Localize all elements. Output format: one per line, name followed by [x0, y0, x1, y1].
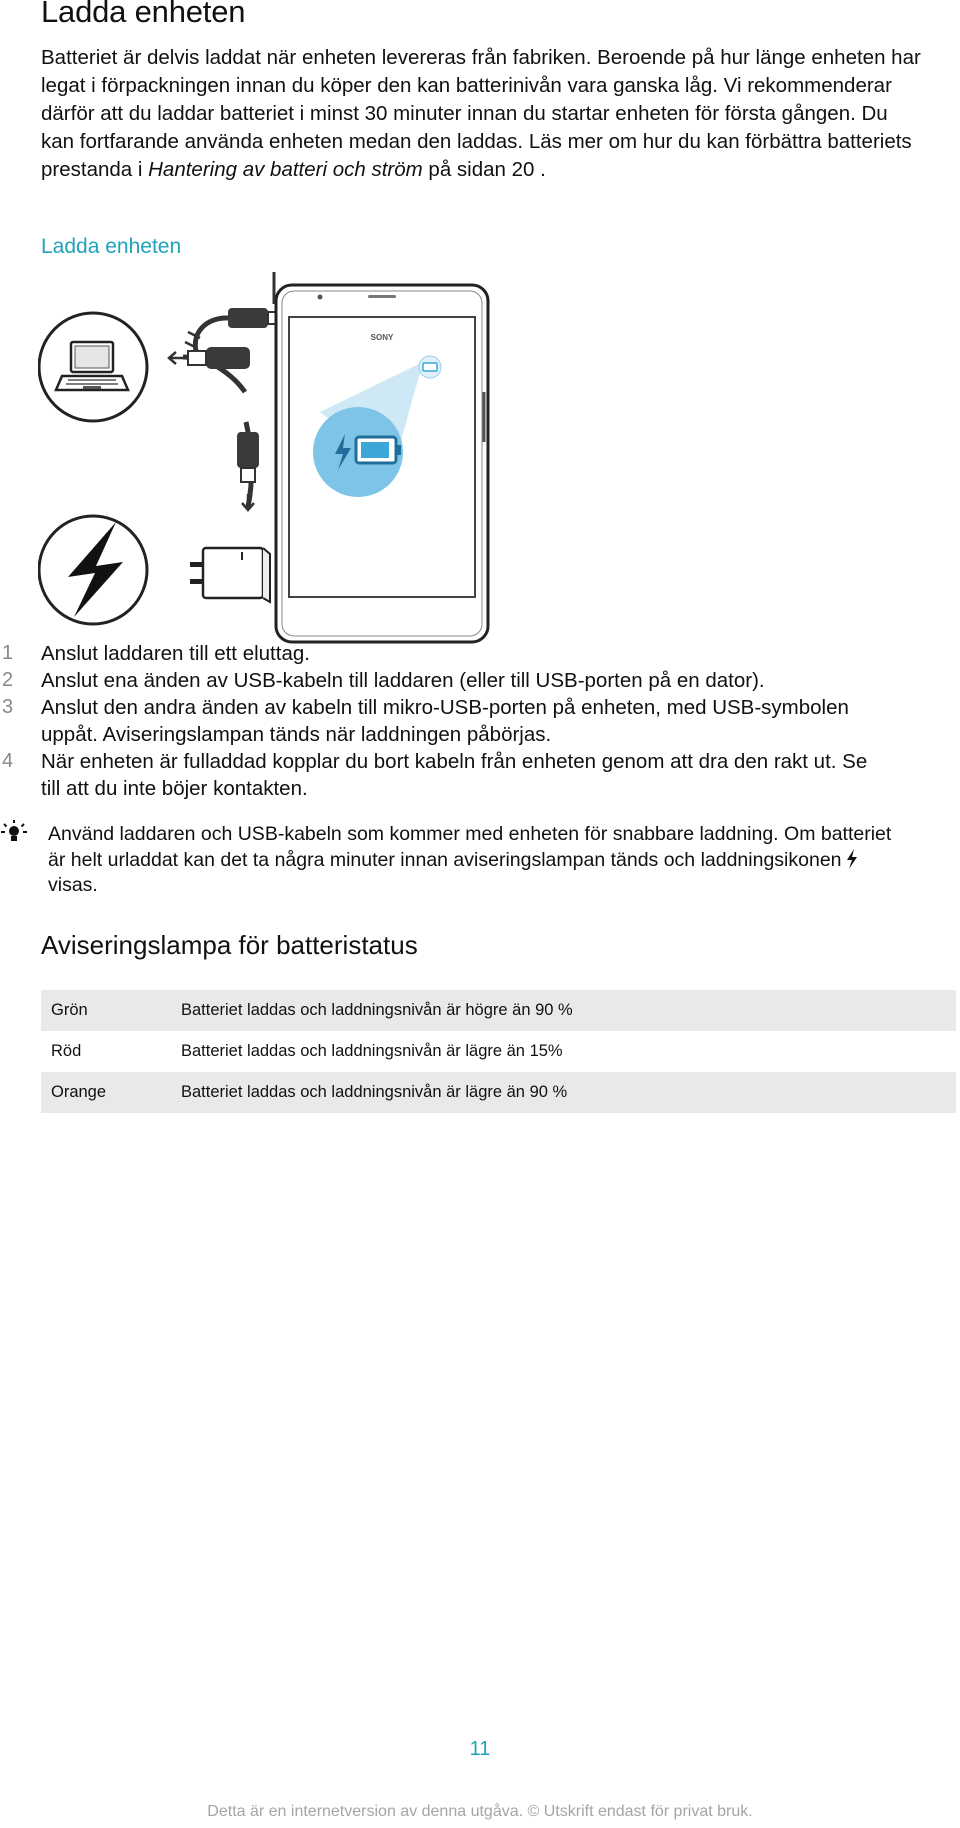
table-row	[41, 1031, 956, 1072]
intro-text: Batteriet är delvis laddat när enheten levereras från fabriken. Beroende på hur länge enheten har legat i förpackningen innan du köper den kan batterinivån vara ganska låg. Vi rekommenderar därför att du laddar batteriet i minst 30 minuter innan du startar enheten för första gången. Du kan fortfarande använda enheten medan den laddas. Läs mer om hur du kan förbättra batteriets prestanda i	[41, 46, 921, 181]
lightning-bolt-icon	[845, 849, 859, 869]
lightbulb-icon	[0, 818, 28, 846]
battery-reference-link[interactable]: Hantering av batteri och ström	[148, 158, 423, 181]
intro-paragraph	[41, 44, 921, 184]
step-3: 3 Anslut den andra änden av kabeln till mikro-USB-porten på enheten, med USB-symbolen uppåt. Aviseringslampan tänds när laddningen påbörjas.	[2, 696, 849, 746]
laptop-icon	[39, 313, 147, 421]
phone-brand-logo: SONY	[370, 333, 394, 342]
status-description: Batteriet laddas och laddningsnivån är högre än 90 %	[171, 990, 956, 1031]
step-1: 1 Anslut laddaren till ett eluttag.	[2, 642, 310, 665]
intro-page-ref: på sidan 20 .	[422, 158, 546, 181]
status-description: Batteriet laddas och laddningsnivån är lägre än 90 %	[171, 1072, 956, 1113]
table-row	[41, 1072, 956, 1113]
status-description: Batteriet laddas och laddningsnivån är lägre än 15%	[181, 1042, 563, 1060]
status-color: Grön	[41, 990, 171, 1031]
section-heading-charging: Ladda enheten	[41, 235, 182, 258]
table-row	[41, 990, 956, 1031]
tip-note: Använd laddaren och USB-kabeln som kommer med enheten för snabbare laddning. Om batteriet är helt urladdat kan det ta några minuter innan aviseringslampan tänds och laddningsikonenvisas.	[48, 823, 892, 896]
section2-title: Aviseringslampa för batteristatus	[41, 930, 418, 960]
battery-status-table	[41, 990, 956, 1113]
step-2: 2 Anslut ena änden av USB-kabeln till laddaren (eller till USB-porten på en dator).	[2, 669, 765, 692]
phone-device	[274, 272, 488, 642]
page-number: 11	[469, 1738, 491, 1760]
steps-list	[0, 640, 900, 802]
page-footer: Detta är en internetversion av denna utgåva. © Utskrift endast för privat bruk.	[207, 1803, 753, 1820]
power-outlet-icon	[39, 516, 147, 624]
status-color: Röd	[51, 1042, 82, 1060]
page-title: Ladda enheten	[41, 0, 246, 29]
status-color: Orange	[41, 1072, 171, 1113]
charging-illustration	[38, 272, 508, 644]
step-4: 4 När enheten är fulladdad kopplar du bort kabeln från enheten genom att dra den rakt ut. Se till att du inte böjer kontakten.	[2, 750, 868, 800]
